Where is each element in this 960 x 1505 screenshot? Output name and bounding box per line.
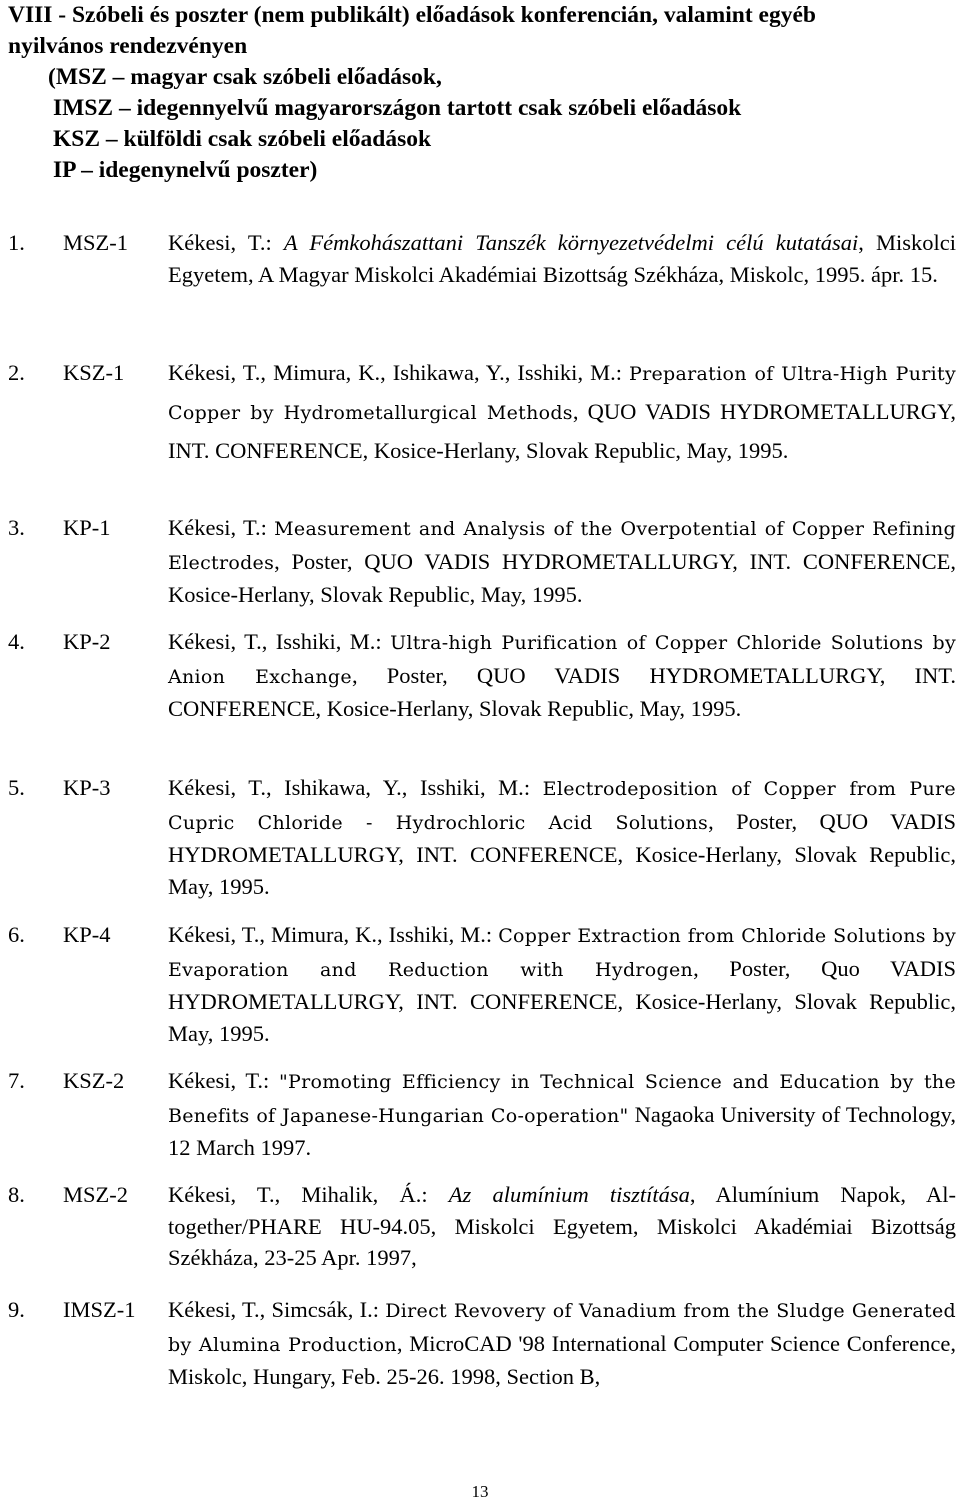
entry-authors: Kékesi, T., Simcsák, I. (168, 1297, 373, 1322)
entry-authors: Kékesi, T. (168, 230, 266, 255)
entry-title: A Fémkohászattani Tanszék környezetvédelmi célú kutatásai (283, 230, 859, 255)
publication-entry (8, 354, 956, 470)
entry-text: Kékesi, T., Mimura, K., Isshiki, M.: Copper Extraction from Chloride Solutions by Evaporation and Reduction with Hydrogen, Poster, Quo VADIS HYDROMETALLURGY, INT. CONFERENCE, Kosice-Herlany, Slovak Republic, May, 1995. (168, 922, 956, 1046)
entry-code: KSZ-1 (63, 360, 125, 385)
entry-number: 7. (8, 1068, 25, 1093)
entry-authors: Kékesi, T., Ishikawa, Y., Isshiki, M. (168, 775, 524, 800)
entry-details: , Poster, QUO VADIS HYDROMETALLURGY, INT. CONFERENCE, Kosice-Herlany, Slovak Republic, May, 1995. (168, 548, 956, 607)
publication-entry (8, 919, 956, 1049)
entry-details: , Poster, Quo VADIS HYDROMETALLURGY, INT. CONFERENCE, Kosice-Herlany, Slovak Republic, May, 1995. (168, 955, 956, 1046)
entry-number: 5. (8, 775, 25, 800)
publication-entry (8, 227, 956, 290)
entry-code: MSZ-2 (63, 1182, 129, 1207)
publication-entry (8, 512, 956, 611)
entry-details: , QUO VADIS HYDROMETALLURGY, INT. CONFERENCE, Kosice-Herlany, Slovak Republic, May, 1995. (168, 399, 956, 463)
heading-line: IMSZ – idegennyelvű magyarországon tartott csak szóbeli előadások (53, 95, 742, 121)
heading-line: VIII - Szóbeli és poszter (nem publikált) előadások konferencián, valamint egyéb (8, 2, 816, 28)
publication-entry (8, 1179, 956, 1274)
publication-entry (8, 1065, 956, 1164)
entry-details: , Poster, QUO VADIS HYDROMETALLURGY, INT. CONFERENCE, Kosice-Herlany, Slovak Republic, May, 1995. (168, 808, 956, 899)
entry-title: Direct Revovery of Vanadium from the Sludge Generated by Alumina Production (168, 1300, 956, 1356)
entry-number: 4. (8, 629, 25, 654)
entry-title: Measurement and Analysis of the Overpotential of Copper Refining Electrodes (168, 518, 956, 574)
entry-text: Kékesi, T., Mihalik, Á.: Az alumínium tisztítása, Alumínium Napok, Al-together/PHARE HU-94.05, Miskolci Egyetem, Miskolci Akadémiai Bizottság Székháza, 23-25 Apr. 1997, (168, 1182, 956, 1270)
entry-title: "Promoting Efficiency in Technical Science and Education by the Benefits of Japanese-Hungarian Co-operation" (168, 1071, 956, 1127)
entry-details: , Poster, QUO VADIS HYDROMETALLURGY, INT. CONFERENCE, Kosice-Herlany, Slovak Republic, May, 1995. (168, 662, 956, 721)
entry-number: 1. (8, 230, 25, 255)
entry-text: Kékesi, T.: A Fémkohászattani Tanszék környezetvédelmi célú kutatásai, Miskolci Egyetem, A Magyar Miskolci Akadémiai Bizottság Székháza, Miskolc, 1995. ápr. 15. (168, 230, 956, 287)
entry-number: 2. (8, 360, 25, 385)
entry-text: Kékesi, T., Mimura, K., Ishikawa, Y., Isshiki, M.: Preparation of Ultra-High Purity Copper by Hydrometallurgical Methods, QUO VADIS HYDROMETALLURGY, INT. CONFERENCE, Kosice-Herlany, Slovak Republic, May, 1995. (168, 360, 956, 463)
entry-code: KP-2 (63, 629, 111, 654)
entry-number: 8. (8, 1182, 25, 1207)
entry-title: Preparation of Ultra-High Purity Copper by Hydrometallurgical Methods (168, 363, 956, 424)
entry-code: KP-1 (63, 515, 111, 540)
entry-title: Az alumínium tisztítása (448, 1182, 690, 1207)
entry-number: 6. (8, 922, 25, 947)
entry-title: Ultra-high Purification of Copper Chloride Solutions by Anion Exchange (168, 632, 956, 688)
entry-text: Kékesi, T.: "Promoting Efficiency in Technical Science and Education by the Benefits of Japanese-Hungarian Co-operation" Nagaoka University of Technology, 12 March 1997. (168, 1068, 956, 1160)
entry-code: KP-3 (63, 775, 111, 800)
entry-authors: Kékesi, T. (168, 1068, 264, 1093)
heading-line: nyilvános rendezvényen (8, 33, 248, 59)
entry-number: 3. (8, 515, 25, 540)
entry-text: Kékesi, T., Simcsák, I.: Direct Revovery of Vanadium from the Sludge Generated by Alumina Production, MicroCAD '98 International Computer Science Conference, Miskolc, Hungary, Feb. 25-26. 1998, Section B, (168, 1297, 957, 1389)
entry-details: , MicroCAD '98 International Computer Science Conference, Miskolc, Hungary, Feb. 25-26. 1998, Section B, (168, 1330, 957, 1389)
publication-entry (8, 626, 956, 725)
entry-authors: Kékesi, T. (168, 515, 261, 540)
entry-number: 9. (8, 1297, 25, 1322)
heading-line: (MSZ – magyar csak szóbeli előadások, (48, 64, 442, 90)
entry-authors: Kékesi, T., Mimura, K., Ishikawa, Y., Isshiki, M. (168, 360, 616, 385)
entry-details: Nagaoka University of Technology, 12 March 1997. (168, 1101, 956, 1160)
entry-code: KSZ-2 (63, 1068, 125, 1093)
heading-line: IP – idegenynelvű poszter) (53, 157, 318, 183)
publication-entry (8, 1294, 956, 1393)
entry-text: Kékesi, T.: Measurement and Analysis of the Overpotential of Copper Refining Electrodes, Poster, QUO VADIS HYDROMETALLURGY, INT. CONFERENCE, Kosice-Herlany, Slovak Republic, May, 1995. (168, 515, 956, 607)
entry-details: , Alumínium Napok, Al-together/PHARE HU-94.05, Miskolci Egyetem, Miskolci Akadémiai Bizottság Székháza, 23-25 Apr. 1997, (168, 1182, 956, 1270)
publication-entry (8, 772, 956, 902)
entry-authors: Kékesi, T., Mimura, K., Isshiki, M. (168, 922, 486, 947)
entry-authors: Kékesi, T., Isshiki, M. (168, 629, 376, 654)
heading-line: KSZ – külföldi csak szóbeli előadások (53, 126, 432, 152)
entry-details: , Miskolci Egyetem, A Magyar Miskolci Akadémiai Bizottság Székháza, Miskolc, 1995. ápr. 15. (168, 230, 956, 287)
entry-code: MSZ-1 (63, 230, 129, 255)
page-number: 13 (471, 1482, 489, 1501)
entry-title: Copper Extraction from Chloride Solutions by Evaporation and Reduction with Hydrogen (168, 925, 956, 981)
entry-code: KP-4 (63, 922, 111, 947)
section-heading (8, 0, 953, 186)
entry-text: Kékesi, T., Isshiki, M.: Ultra-high Purification of Copper Chloride Solutions by Anion Exchange, Poster, QUO VADIS HYDROMETALLURGY, INT. CONFERENCE, Kosice-Herlany, Slovak Republic, May, 1995. (168, 629, 956, 721)
entry-code: IMSZ-1 (63, 1297, 136, 1322)
entry-authors: Kékesi, T., Mihalik, Á. (168, 1182, 422, 1207)
entry-title: Electrodeposition of Copper from Pure Cupric Chloride - Hydrochloric Acid Solutions (168, 778, 956, 834)
entry-text: Kékesi, T., Ishikawa, Y., Isshiki, M.: Electrodeposition of Copper from Pure Cupric Chloride - Hydrochloric Acid Solutions, Poster, QUO VADIS HYDROMETALLURGY, INT. CONFERENCE, Kosice-Herlany, Slovak Republic, May, 1995. (168, 775, 956, 899)
